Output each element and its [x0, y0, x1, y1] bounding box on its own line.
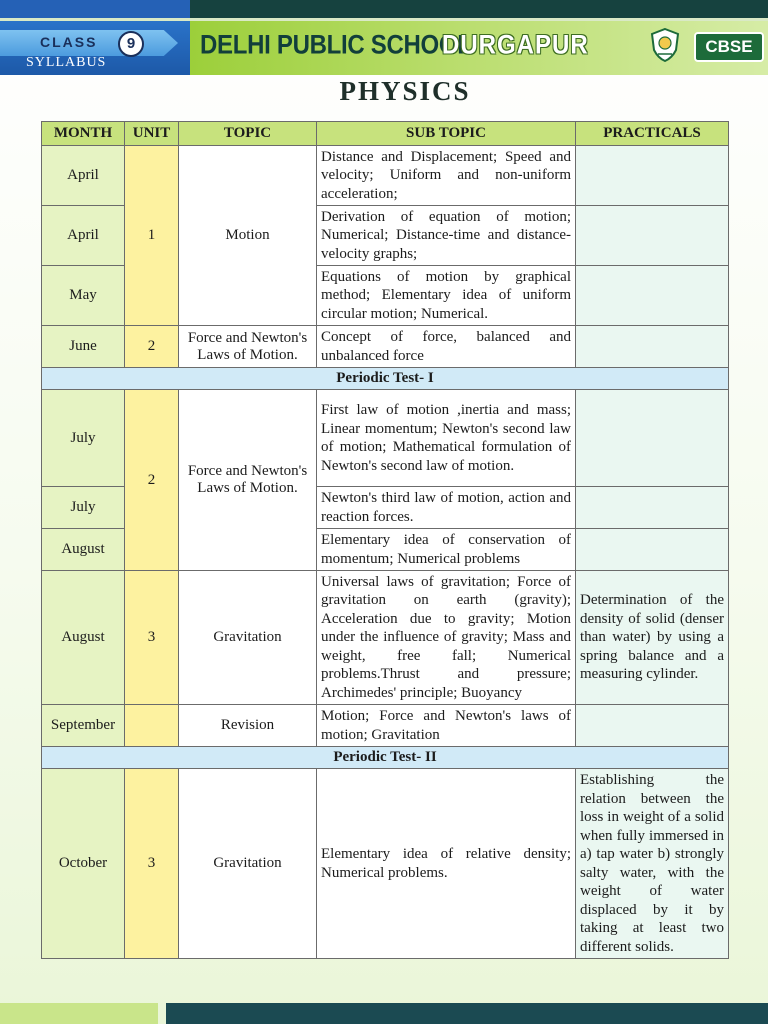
unit-cell: 3: [125, 571, 179, 705]
sub-topic-cell: Distance and Displacement; Speed and velocity; Uniform and non-uniform acceleration;: [317, 146, 576, 206]
periodic-test-label: Periodic Test- I: [42, 368, 729, 390]
footer-bar-dark: [166, 1003, 768, 1024]
practicals-cell: [576, 705, 729, 747]
month-cell: August: [42, 571, 125, 705]
topic-cell: Gravitation: [179, 571, 317, 705]
month-cell: September: [42, 705, 125, 747]
top-bar-blue: [0, 0, 190, 18]
unit-cell: 1: [125, 146, 179, 326]
sub-topic-cell: First law of motion ,inertia and mass; Linear momentum; Newton's second law of motion; Mathematical formulation of Newton's second law of motion.: [317, 390, 576, 487]
month-cell: May: [42, 266, 125, 326]
table-row: [42, 326, 729, 368]
unit-cell: [125, 705, 179, 747]
practicals-cell: [576, 326, 729, 368]
practicals-cell: [576, 390, 729, 487]
table-row: [42, 705, 729, 747]
month-cell: July: [42, 390, 125, 487]
column-header-unit: UNIT: [125, 122, 179, 146]
topic-cell: Revision: [179, 705, 317, 747]
topic-cell: Gravitation: [179, 769, 317, 959]
month-cell: April: [42, 206, 125, 266]
school-emblem-icon: [650, 28, 680, 62]
column-header-month: MONTH: [42, 122, 125, 146]
syllabus-table: [41, 121, 729, 959]
class-label: CLASS: [40, 34, 98, 50]
topic-cell: Force and Newton's Laws of Motion.: [179, 326, 317, 368]
topic-cell: Motion: [179, 146, 317, 326]
board-badge: CBSE: [694, 32, 764, 62]
sub-topic-cell: Equations of motion by graphical method; Elementary idea of uniform circular motion; Numerical.: [317, 266, 576, 326]
unit-cell: 2: [125, 390, 179, 571]
column-header-practicals: PRACTICALS: [576, 122, 729, 146]
month-cell: April: [42, 146, 125, 206]
sub-topic-cell: Motion; Force and Newton's laws of motion; Gravitation: [317, 705, 576, 747]
class-number-badge: 9: [118, 31, 144, 57]
table-row: [42, 390, 729, 487]
sub-topic-cell: Elementary idea of relative density; Numerical problems.: [317, 769, 576, 959]
practicals-cell: [576, 266, 729, 326]
sub-topic-cell: Universal laws of gravitation; Force of gravitation on earth (gravity); Acceleration due to gravity; Motion under the influence of gravity; Mass and weight, free fall; Numerical problems.Thrust and pressure; Archimedes' principle; Buoyancy: [317, 571, 576, 705]
unit-cell: 3: [125, 769, 179, 959]
school-name: DELHI PUBLIC SCHOOL: [200, 30, 472, 61]
table-row: [42, 769, 729, 959]
sub-topic-cell: Concept of force, balanced and unbalanced force: [317, 326, 576, 368]
column-header-topic: TOPIC: [179, 122, 317, 146]
month-cell: June: [42, 326, 125, 368]
practicals-cell: Determination of the density of solid (denser than water) by using a spring balance and a measuring cylinder.: [576, 571, 729, 705]
syllabus-label: SYLLABUS: [26, 55, 107, 70]
sub-topic-cell: Elementary idea of conservation of momentum; Numerical problems: [317, 529, 576, 571]
month-cell: October: [42, 769, 125, 959]
topic-cell: Force and Newton's Laws of Motion.: [179, 390, 317, 571]
school-city: DURGAPUR: [442, 30, 589, 61]
subject-title: PHYSICS: [339, 76, 471, 106]
top-bar-dark: [190, 0, 768, 18]
periodic-test-row: [42, 747, 729, 769]
practicals-cell: [576, 206, 729, 266]
table-row: [42, 571, 729, 705]
practicals-cell: [576, 487, 729, 529]
month-cell: July: [42, 487, 125, 529]
practicals-cell: Establishing the relation between the loss in weight of a solid when fully immersed in a) tap water b) strongly salty water, with the weight of water displaced by it by taking at least two different solids.: [576, 769, 729, 959]
sub-topic-cell: Newton's third law of motion, action and reaction forces.: [317, 487, 576, 529]
practicals-cell: [576, 146, 729, 206]
unit-cell: 2: [125, 326, 179, 368]
footer-bar-green: [0, 1003, 158, 1024]
column-header-sub-topic: SUB TOPIC: [317, 122, 576, 146]
periodic-test-row: [42, 368, 729, 390]
table-header-row: [42, 122, 729, 146]
month-cell: August: [42, 529, 125, 571]
practicals-cell: [576, 529, 729, 571]
sub-topic-cell: Derivation of equation of motion; Numerical; Distance-time and distance- velocity graphs;: [317, 206, 576, 266]
table-row: [42, 146, 729, 206]
periodic-test-label: Periodic Test- II: [42, 747, 729, 769]
